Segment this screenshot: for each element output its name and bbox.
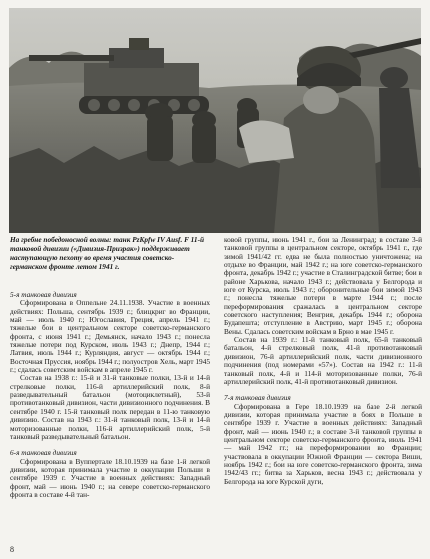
paragraph-6th-composition: Состав на 1939 г.: 11-й танковый полк, 65-й танковый батальон, 4-й стрелковый полк, 41-й противотанковый дивизион, 76-й артиллерийский полк, части дивизионного подчинения (под номерами «57»). Состав на 1942 г.: 11-й танковый полк, 4-й и 114-й моторизованные полки, 76-й артиллерийский полк, 41-й противотанковый дивизион.: [224, 335, 422, 386]
photo-caption: [10, 236, 210, 272]
paragraph-6th-history-start: Сформирована в Вуппертале 18.10.1939 на базе 1-й легкой дивизии, которая принимала участие в оккупации Польши в сентябре 1939 г. Участие в военных действиях: Западный фронт, май — июнь 1940 г.; на севере советско-германского фронта в составе 4-й тан-: [10, 456, 210, 499]
paragraph-7th-history: Сформирована в Гере 18.10.1939 на базе 2-й легкой дивизии, которая принимала участие в боях в Польше в сентябре 1939 г. Участие в военных действиях: Западный фронт, май — июнь 1940 г.; в составе 3-й танковой группы в центральном секторе советско-германского фронта, июль 1941 — май 1942 гг.; на переформировании во Франции; участвовала в оккупации Южной Франции — сектора Виши, ноябрь 1942 г.; бои на юге советско-германского фронта, зима 1942/43 гг.; битва за Харьков, весна 1943 г.; действовала у Белгорода на юге Курской дуги,: [224, 401, 422, 486]
section-heading-6th-panzer: 6-я танковая дивизия: [10, 448, 77, 458]
paragraph-5th-history: Сформирована в Оппельне 24.11.1938. Участие в военных действиях: Польша, сентябрь 1939 г.; блицкриг во Франции, май — июль 1940 г.; Югославия, Греция, апрель 1941 г.; тяжелые бои в центральном секторе советско-германского фронта, с июня 1941 г.; Демьянск, начало 1943 г.; понесла тяжелые потери под Курском, июль 1943 г.; Днепр, 1944 г.; Латвия, июль 1944 г.; Курляндия, август — октябрь 1944 г.; Восточная Пруссия, ноябрь 1944 г.; полуостров Хель, март 1945 г.; сдалась советским войскам в апреле 1945 г.: [10, 298, 210, 375]
text-column-right: [224, 236, 422, 486]
photo-illustration: [9, 8, 421, 233]
text-column-left: [10, 291, 210, 499]
section-heading-5th-panzer: 5-я танковая дивизия: [10, 290, 77, 299]
section-heading-7th-panzer: 7-я танковая дивизия: [224, 393, 291, 403]
paragraph-6th-history-cont: ковой группы, июнь 1941 г., бои за Ленинград; в составе 3-й танковой группы в центральном секторе, октябрь 1941 г., где зимой 1941/42 гг. едва не была полностью уничтожена; на отдыхе во Франции, май 1942 г.; на юге советско-германского фронта, декабрь 1942 г.; участие в Сталинградской битве; бои в районе Харькова, начало 1943 г.; действовала у Белгорода и юге от Курска, июль 1943 г.; оборонительные бои зимой 1943 г.; понесла тяжелые потери в марте 1944 г.; после переформирования сражалась в центральном секторе советского наступления; Венгрия, декабрь 1944 г.; оборона Будапешта; отступление в Австрию, март 1945 г.; оборона Вены. Сдалась советским войскам в Брно в мае 1945 г.: [224, 235, 422, 336]
wwii-tank-infantry-photo: [9, 8, 421, 233]
paragraph-5th-composition: Состав на 1938 г.: 15-й и 31-й танковые полки, 13-й и 14-й стрелковые полки, 116-й артиллерийский полк, 8-й разведывательный батальон (мотоциклетный), 53-й противотанковый дивизион, части дивизионного подчинения. В сентябре 1940 г. 15-й танковый полк передан в 11-ю танковую дивизию. Состав на 1943 г.: 31-й танковый полк, 13-й и 14-й моторизованные полки, 116-й артиллерийский полк, 5-й танковый разведывательный батальон.: [10, 373, 210, 441]
photo-caption-text: На гребне победоносной волны: танк PzKpfw IV Ausf. F 11-й танковой дивизии («Дивизия-Призрак») поддерживает наступающую пехоту во время участия советско-германском фронте летом 1941 г.: [10, 235, 205, 271]
page-number: 8: [10, 545, 14, 554]
